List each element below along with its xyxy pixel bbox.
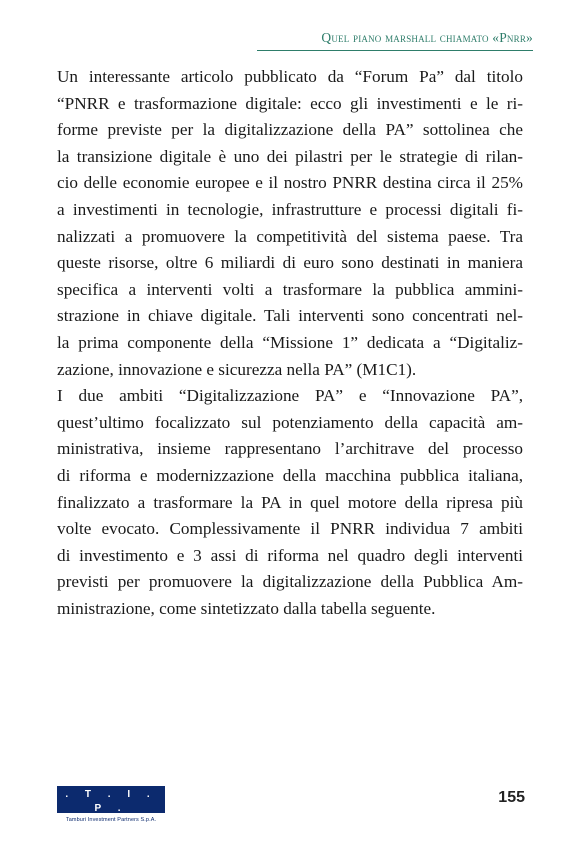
tip-logo [57,786,165,823]
text-line: di investimento e 3 assi di riforma nel quadro degli interventi [57,545,523,565]
text-line: strazione in chiave digitale. Tali interventi sono concentrati nel- [57,306,523,326]
text-line: la transizione digitale è uno dei pilastri per le strategie di rilan- [57,146,523,166]
text-line: la prima componente della “Missione 1” dedicata a “Digitaliz- [57,332,523,352]
text-line: Un interessante articolo pubblicato da “Forum Pa” dal titolo [57,67,523,86]
text-line: I due ambiti “Digitalizzazione PA” e “Innovazione PA”, [57,386,523,406]
running-header: Quel piano marshall chiamato «Pnrr» [321,30,533,45]
logo-subtext: Tamburi Investment Partners S.p.A. [59,816,163,825]
header-rule [257,50,533,51]
text-line: quest’ultimo focalizzato sul potenziamento della capacità am- [57,412,523,432]
paragraph-2 [57,383,523,622]
text-line: di riforma e modernizzazione della macchina pubblica italiana, [57,465,523,485]
text-line: “PNRR e trasformazione digitale: ecco gli investimenti e le ri- [57,93,523,113]
text-line: finalizzato a trasformare la PA in quel motore della ripresa più [57,492,523,512]
page-number: 155 [498,789,525,806]
text-line: a investimenti in tecnologie, infrastrutture e processi digitali fi- [57,199,523,219]
text-line: volte evocato. Complessivamente il PNRR individua 7 ambiti [57,519,523,539]
text-line: specifica a interventi volti a trasformare la pubblica ammini- [57,279,523,299]
text-line: zazione, innovazione e sicurezza nella PA” (M1C1). [57,359,417,379]
logo-text: . T . I . P . [65,789,157,814]
paragraph-1 [57,64,523,383]
body-text [57,64,523,622]
text-line: ministrazione, come sintetizzato dalla tabella seguente. [57,598,436,618]
text-line: queste risorse, oltre 6 miliardi di euro sono destinati in maniera [57,253,523,273]
text-line: nalizzati a promuovere la competitività del sistema paese. Tra [57,226,523,246]
text-line: previsti per promuovere la digitalizzazione della Pubblica Am- [57,572,523,592]
text-line: cio delle economie europee e il nostro PNRR destina circa il 25% [57,173,523,193]
text-line: forme previste per la digitalizzazione della PA” sottolinea che [57,120,523,140]
text-line: ministrativa, insieme rappresentano l’architrave del processo [57,439,523,459]
